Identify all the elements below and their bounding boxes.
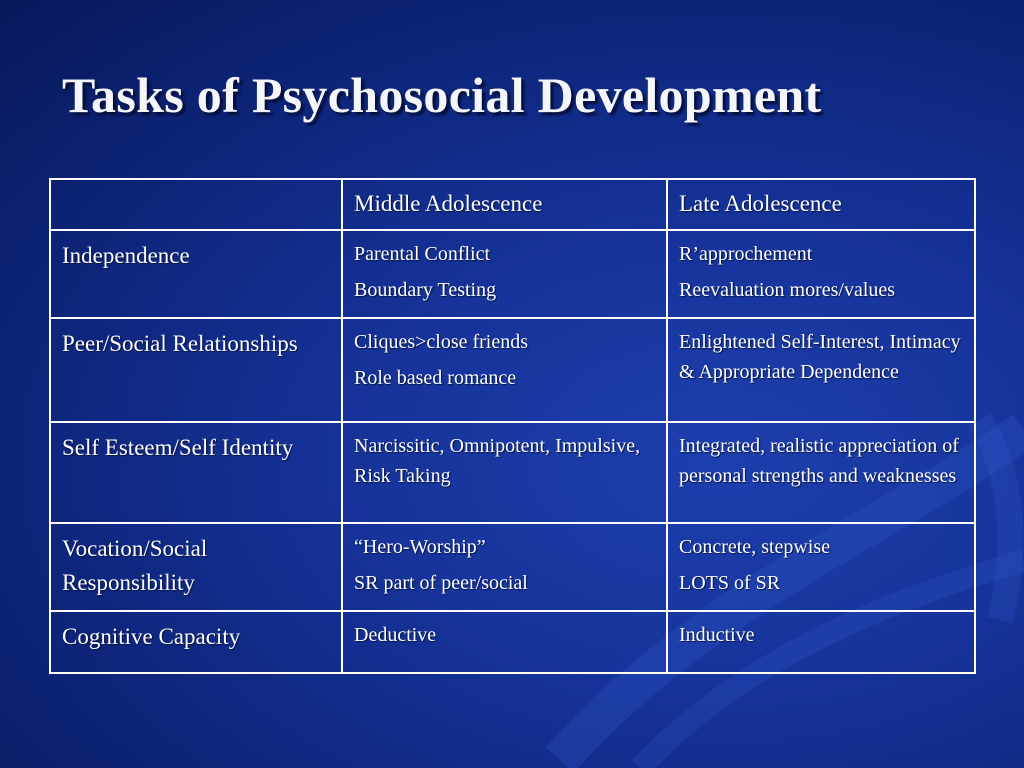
cell-line: Inductive [679, 624, 755, 646]
late-cell [667, 523, 975, 611]
cell-line: Integrated, realistic appreciation of personal strengths and weaknesses [679, 435, 959, 487]
cell-line: SR part of peer/social [354, 572, 528, 594]
late-cell [667, 422, 975, 523]
table-header-row [50, 179, 975, 230]
table-row [50, 230, 975, 318]
middle-cell [342, 230, 667, 318]
row-label: Vocation/Social Responsibility [50, 523, 342, 611]
late-cell [667, 611, 975, 673]
cell-line: Enlightened Self-Interest, Intimacy & Appropriate Dependence [679, 331, 961, 383]
header-late-adolescence: Late Adolescence [667, 179, 975, 230]
row-label: Self Esteem/Self Identity [50, 422, 342, 523]
cell-line: Deductive [354, 624, 437, 646]
cell-line: LOTS of SR [679, 572, 781, 594]
row-label: Independence [50, 230, 342, 318]
cell-line: Reevaluation mores/values [679, 279, 896, 301]
table-row [50, 611, 975, 673]
middle-cell [342, 318, 667, 422]
cell-line: “Hero-Worship” [354, 536, 486, 558]
table-row [50, 523, 975, 611]
middle-cell [342, 523, 667, 611]
header-middle-adolescence: Middle Adolescence [342, 179, 667, 230]
row-label: Cognitive Capacity [50, 611, 342, 673]
cell-line: Concrete, stepwise [679, 536, 831, 558]
slide-title: Tasks of Psychosocial Development [62, 67, 822, 123]
middle-cell [342, 611, 667, 673]
cell-line: Boundary Testing [354, 279, 497, 301]
cell-line: Narcissitic, Omnipotent, Impulsive, Risk Taking [354, 435, 641, 487]
cell-line: Parental Conflict [354, 243, 491, 265]
row-label: Peer/Social Relationships [50, 318, 342, 422]
psychosocial-tasks-table [49, 178, 976, 674]
table-row [50, 318, 975, 422]
header-corner-cell [50, 179, 342, 230]
middle-cell [342, 422, 667, 523]
cell-line: Role based romance [354, 367, 517, 389]
cell-line: R’approchement [679, 243, 813, 265]
table-row [50, 422, 975, 523]
cell-line: Cliques>close friends [354, 331, 529, 353]
late-cell [667, 230, 975, 318]
late-cell [667, 318, 975, 422]
